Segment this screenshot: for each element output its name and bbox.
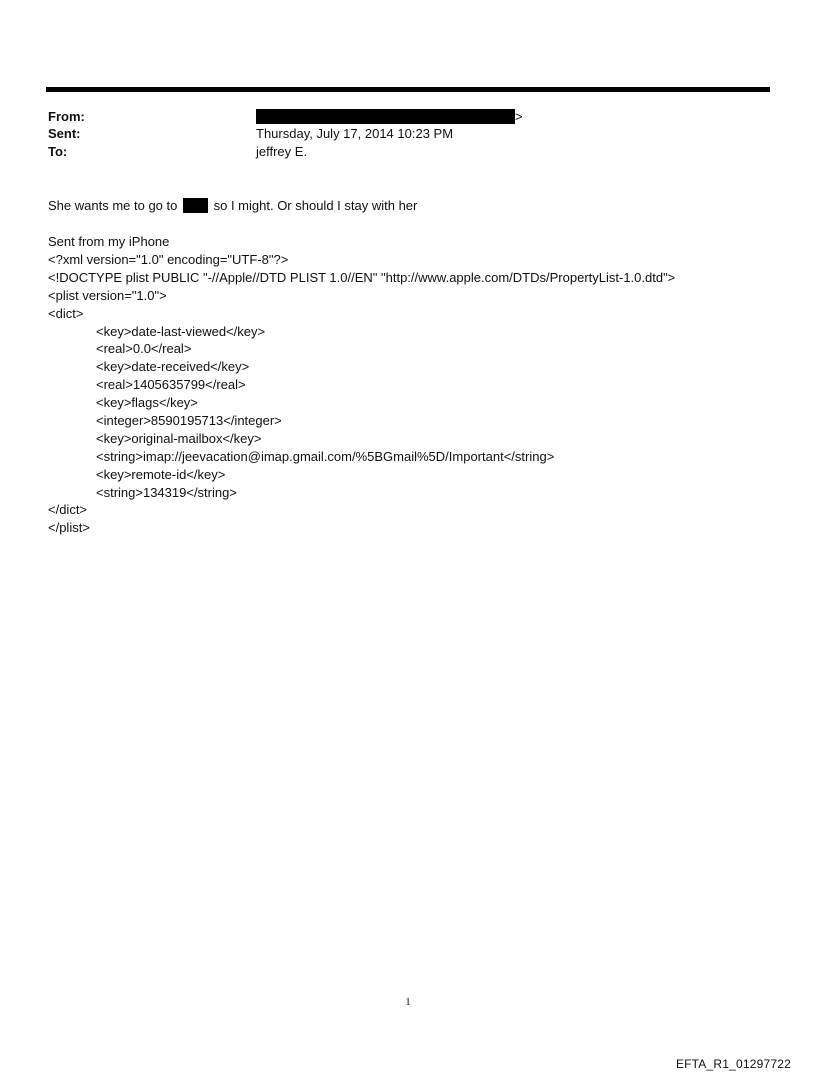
plist-line: </dict> bbox=[48, 502, 88, 518]
document-id: EFTA_R1_01297722 bbox=[675, 1057, 791, 1071]
plist-line: <!DOCTYPE plist PUBLIC "-//Apple//DTD PLIST 1.0//EN" "http://www.apple.com/DTDs/PropertyList-1.0.dtd"> bbox=[48, 269, 676, 285]
plist-line: <real>0.0</real> bbox=[96, 341, 192, 357]
sent-value: Thursday, July 17, 2014 10:23 PM bbox=[256, 126, 454, 141]
message-text bbox=[48, 197, 417, 215]
from-value bbox=[256, 109, 523, 125]
header-divider bbox=[46, 87, 770, 92]
plist-line: <dict> bbox=[48, 305, 84, 321]
plist-line: <key>flags</key> bbox=[96, 395, 198, 411]
plist-line: <string>134319</string> bbox=[96, 484, 237, 500]
to-value: jeffrey E. bbox=[256, 144, 308, 159]
from-row bbox=[48, 109, 748, 125]
plist-line: <key>original-mailbox</key> bbox=[96, 430, 262, 446]
plist-line: <key>date-received</key> bbox=[96, 359, 250, 375]
to-label: To: bbox=[48, 144, 68, 159]
from-label: From: bbox=[48, 109, 85, 124]
plist-line: <string>imap://jeevacation@imap.gmail.com/%5BGmail%5D/Important</string> bbox=[96, 448, 555, 464]
sent-row bbox=[48, 126, 748, 142]
redaction-block bbox=[183, 198, 208, 213]
plist-line: <integer>8590195713</integer> bbox=[96, 413, 282, 429]
page-number: 1 bbox=[405, 996, 411, 1008]
plist-line: <key>remote-id</key> bbox=[96, 466, 226, 482]
redaction-block bbox=[256, 109, 515, 124]
message-text-before: She wants me to go to bbox=[48, 198, 178, 213]
sent-label: Sent: bbox=[48, 126, 81, 141]
from-value-suffix: > bbox=[515, 109, 523, 124]
message-text-after: so I might. Or should I stay with her bbox=[213, 198, 418, 213]
plist-line: </plist> bbox=[48, 520, 90, 536]
to-row bbox=[48, 144, 748, 160]
plist-line: <key>date-last-viewed</key> bbox=[96, 323, 266, 339]
signature: Sent from my iPhone bbox=[48, 234, 170, 249]
plist-metadata-block bbox=[48, 251, 675, 537]
plist-line: <?xml version="1.0" encoding="UTF-8"?> bbox=[48, 252, 289, 267]
plist-line: <real>1405635799</real> bbox=[96, 377, 246, 393]
plist-line: <plist version="1.0"> bbox=[48, 287, 167, 303]
